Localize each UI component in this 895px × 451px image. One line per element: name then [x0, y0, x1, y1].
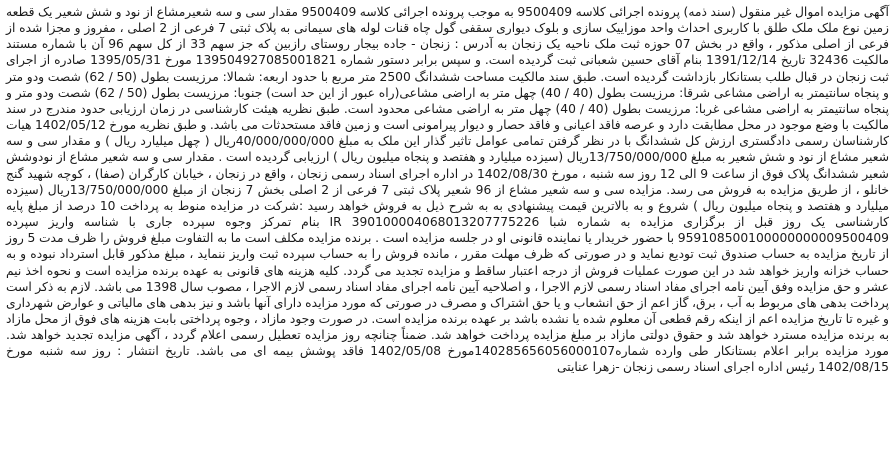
notice-text: آگهی مزایده اموال غیر منقول (سند ذمه) پرونده اجرائی کلاسه 9500409 به موجب پرونده اجرائی کلاسه 9500409 مقدار سی و سه شعیرمشاع از نود و شش شعیر یک قطعه زمین نوع ملک ملک طلق با کاربری احداث واحد موزاییک سازی و بلوک دیواری سقفی گول چاه قنات لوله های سیمانی به پلاک ثبتی 7 فرعی از 2 اصلی ، مفروز و مجزا شده از فرعی از اصلی مذکور ، واقع در بخش 07 حوزه ثبت ملک ناحیه یک زنجان به آدرس : زنجان - جاده بیجار روستای رازبین که جز سهم 33 از کل سهم 96 آن با شماره مستند مالکیت 32436 تاریخ 1391/12/14 بنام آقای حسین شعبانی ثبت گردیده است. و سپس برابر دستور شماره 139504927085001821 مورخ 1395/05/31 صادره از اجرای ثبت زنجان در قبال طلب بستانکار بازداشت گردیده است. طبق سند مالکیت مساحت ششدانگ 2500 متر مربع با حدود اربعه: شمالا: مرزیست بطول (50 / 62) شصت ودو متر و پنجاه سانتیمتر به اراضی مشاعی شرقا: مرزیست بطول (40 / 40) چهل متر به اراضی مشاعی(راه عبور از این حد است) جنوبا: مرزیست بطول (50 / 62) شصت ودو متر و پنجاه سانتیمتر به اراضی مشاعی غربا: مرزیست بطول (40 / 40) چهل متر به اراضی مشاعی محدود است. طبق نظریه هیئت کارشناسی در زمان ارزیابی حدود مندرج در سند مالکیت با وضع موجود در محل مطابقت دارد و عرصه فاقد اعیانی و فاقد حصار و دیوار پیرامونی است و زمین فاقد مستحدثات می باشد. و طبق نظریه مورخ 1402/05/12 هیات کارشناسان رسمی دادگستری ارزش کل ششدانگ با در نظر گرفتن تمامی عوامل تاثیر گذار این ملک به مبلغ 40/000/000/000ریال ( چهل میلیارد ریال ) و مقدار سی و سه شعیر مشاع از نود و شش شعیر به مبلغ 13/750/000/000ریال (سیزده میلیارد و هفتصد و پنجاه میلیون ریال ) ارزیابی گردیده است . مقدار سی و سه شعیر مشاع از نودوشش شعیر ششدانگ پلاک فوق از ساعت 9 الی 12 روز سه شنبه ، مورخ 1402/08/30 در اداره اجرای اسناد رسمی زنجان ، واقع در زنجان ، خیابان کارگران (صفا) ، کوچه شهید گنج خانلو ، از طریق مزایده به فروش می رسد. مزایده سی و سه شعیر مشاع از 96 شعیر پلاک ثبتی 7 فرعی از 2 اصلی بخش 7 زنجان از مبلغ 13/750/000/000ریال (سیزده میلیارد و هفتصد و پنجاه میلیون ریال ) شروع و به بالاترین قیمت پیشنهادی به به شرح ذیل به فروش خواهد رسید :شرکت در مزایده منوط به پرداخت 10 درصد از مبلغ پایه کارشناسی یک روز قبل از برگزاری مزایده به شماره شبا IR 390100004068013207775226 بنام تمرکز وجوه سپرده جاری با شناسه واریز سپرده 959108500100000000009500409 با حضور خریدار یا نماینده قانونی او در جلسه مزایده است . برنده مزایده مکلف است ما به التفاوت مبلغ فروش را ظرف مدت 5 روز از تاریخ مزایده به حساب صندوق ثبت تودیع نماید و در صورتی که ظرف مهلت مقرر ، مانده فروش را به حساب سپرده ثبت واریز ننماید ، مبلغ مذکور قابل استرداد نبوده و به حساب خزانه واریز خواهد شد در این صورت عملیات فروش از درجه اعتبار ساقط و مزایده تجدید می گردد. کلیه هزینه های قانونی به عهده برنده مزایده است و نحوه اخذ نیم عشر و حق مزایده وفق آیین نامه اجرای مفاد اسناد رسمی لازم الاجرا ، و اصلاحیه آیین نامه اجرای مفاد اسناد رسمی لازم الاجرا ، مصوب سال 1398 می باشد. لازم به ذکر است پرداخت بدهی های مربوط به آب ، برق، گاز اعم از حق انشعاب و یا حق اشتراک و مصرف در صورتی که مورد مزایده دارای آنها باشد و نیز بدهی های مالیاتی و عوارض شهرداری و غیره تا تاریخ مزایده اعم از اینکه رقم قطعی آن معلوم شده یا نشده باشد بر عهده برنده مزایده است. در صورت وجود مازاد ، وجوه پرداختی بابت هزینه های فوق از محل مازاد به برنده مزایده مسترد خواهد شد و حقوق دولتی مازاد بر مبلغ مزایده پرداخت خواهد شد. ضمناً چنانچه روز مزایده تعطیل رسمی اعلام گردد ، آگهی مزایده تجدید خواهد شد. مورد مزایده برابر اعلام بستانکار طی وارده شماره140285656056000107مورخ 1402/05/08 فاقد پوشش بیمه ای می باشد. تاریخ انتشار : روز سه شنبه مورخ 1402/08/15 رئیس اداره اجرای اسناد رسمی زنجان -زهرا عنایتی — [6, 5, 890, 375]
